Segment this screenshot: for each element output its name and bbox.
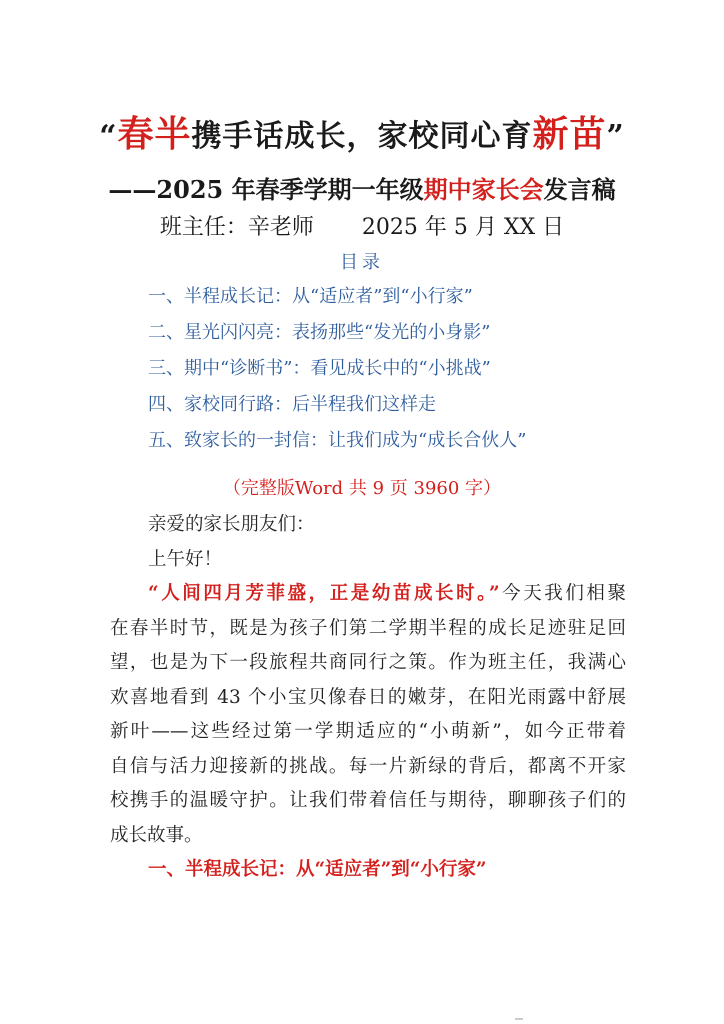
title-close-quote: ”	[606, 119, 625, 154]
section-1-heading: 一、半程成长记：从“适应者”到“小行家”	[148, 859, 487, 880]
toc-item: 三、期中“诊断书”：看见成长中的“小挑战”	[148, 358, 491, 379]
paragraph-line: 望，也是为下一段旅程共商同行之策。作为班主任，我满心	[110, 652, 626, 673]
paragraph-line: 在春半时节，既是为孩子们第二学期半程的成长足迹驻足回	[110, 617, 626, 639]
title-highlight-spring-half: 春半	[117, 113, 192, 155]
document-subtitle	[0, 170, 724, 205]
toc-item: 五、致家长的一封信：让我们成为“成长合伙人”	[148, 430, 527, 451]
page-mark	[515, 1018, 523, 1020]
subtitle-highlight: 期中家长会	[423, 175, 544, 204]
opening-quote: “人间四月芳菲盛，正是幼苗成长时。”	[148, 583, 500, 604]
paragraph-line: 自信与活力迎接新的挑战。每一片新绿的背后，都离不开家	[110, 755, 626, 777]
table-of-contents	[148, 286, 526, 466]
toc-item: 二、星光闪闪亮：表扬那些“发光的小身影”	[148, 322, 491, 343]
speech-body	[110, 512, 626, 892]
paragraph-line	[110, 581, 626, 616]
document-title	[0, 106, 724, 157]
toc-heading: 目录	[340, 252, 384, 273]
title-open-quote: “	[99, 119, 118, 154]
title-middle: 携手话成长，家校同心育	[191, 119, 533, 154]
paragraph-line: 成长故事。	[110, 824, 203, 846]
paragraph-line: 新叶——这些经过第一学期适应的“小萌新”，如今正带着	[110, 721, 626, 742]
byline-date: 2025 年 5 月 XX 日	[361, 215, 565, 240]
paragraph-line: 校携手的温暖守护。让我们带着信任与期待，聊聊孩子们的	[110, 790, 626, 811]
toc-item: 一、半程成长记：从“适应者”到“小行家”	[148, 286, 473, 307]
paragraph-text: 今天我们相聚	[499, 583, 626, 604]
title-highlight-new-sprouts: 新苗	[532, 113, 607, 155]
byline-teacher: 班主任：辛老师	[159, 215, 314, 240]
hello: 上午好！	[148, 548, 223, 570]
subtitle-prefix: ——2025 年春季学期一年级	[108, 175, 424, 204]
subtitle-suffix: 发言稿	[543, 175, 616, 204]
paragraph-line: 欢喜地看到 43 个小宝贝像春日的嫩芽，在阳光雨露中舒展	[110, 686, 626, 708]
word-version-note: （完整版Word 共 9 页 3960 字）	[222, 478, 502, 499]
toc-item: 四、家校同行路：后半程我们这样走	[148, 394, 436, 415]
byline	[0, 210, 724, 241]
greeting: 亲爱的家长朋友们：	[148, 514, 315, 535]
